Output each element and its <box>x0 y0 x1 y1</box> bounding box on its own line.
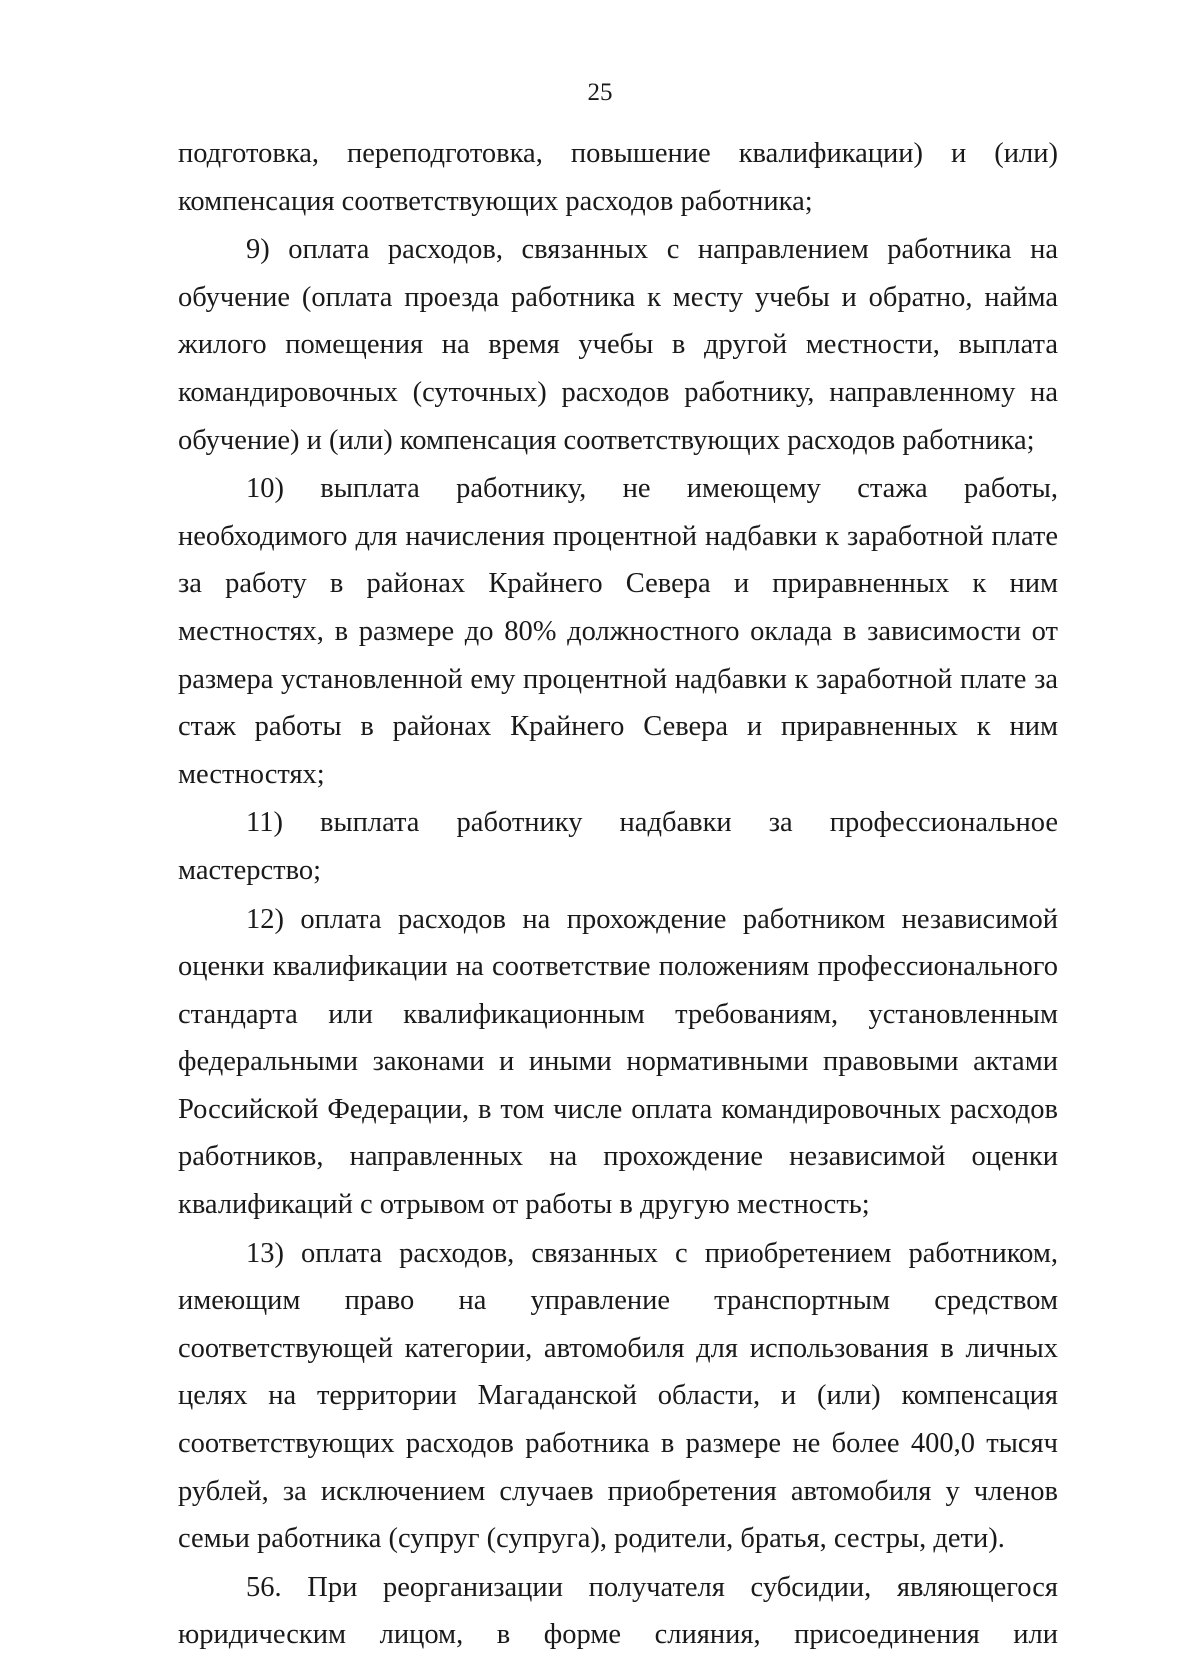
page-number: 25 <box>587 79 613 106</box>
list-item-9: 9) оплата расходов, связанных с направлением работника на обучение (оплата проезда работника к месту учебы и обратно, найма жилого помещения на время учебы в другой местности, выплата командировочных (суточных) расходов работнику, направленному на обучение) и (или) компенсация соответствующих расходов работника; <box>178 234 1058 456</box>
document-body <box>178 130 1058 1659</box>
paragraph-continuation: подготовка, переподготовка, повышение квалификации) и (или) компенсация соответствующих расходов работника; <box>178 138 1058 217</box>
list-item-12: 12) оплата расходов на прохождение работником независимой оценки квалификации на соответствие положениям профессионального стандарта или квалификационным требованиям, установленным федеральными законами и иными нормативными правовыми актами Российской Федерации, в том числе оплата командировочных расходов работников, направленных на прохождение независимой оценки квалификаций с отрывом от работы в другую местность; <box>178 903 1058 1221</box>
list-item-13: 13) оплата расходов, связанных с приобретением работником, имеющим право на управление транспортным средством соответствующей категории, автомобиля для использования в личных целях на территории Магаданской области, и (или) компенсация соответствующих расходов работника в размере не более 400,0 тысяч рублей, за исключением случаев приобретения автомобиля у членов семьи работника (супруг (супруга), родители, братья, сестры, дети). <box>178 1237 1058 1555</box>
list-item-11: 11) выплата работнику надбавки за профессиональное мастерство; <box>178 807 1058 886</box>
clause-56: 56. При реорганизации получателя субсидии, являющегося юридическим лицом, в форме слияния, присоединения или <box>178 1571 1058 1651</box>
list-item-10: 10) выплата работнику, не имеющему стажа работы, необходимого для начисления процентной надбавки к заработной плате за работу в районах Крайнего Севера и приравненных к ним местностях, в размере до 80% должностного оклада в зависимости от размера установленной ему процентной надбавки к заработной плате за стаж работы в районах Крайнего Севера и приравненных к ним местностях; <box>178 473 1058 790</box>
